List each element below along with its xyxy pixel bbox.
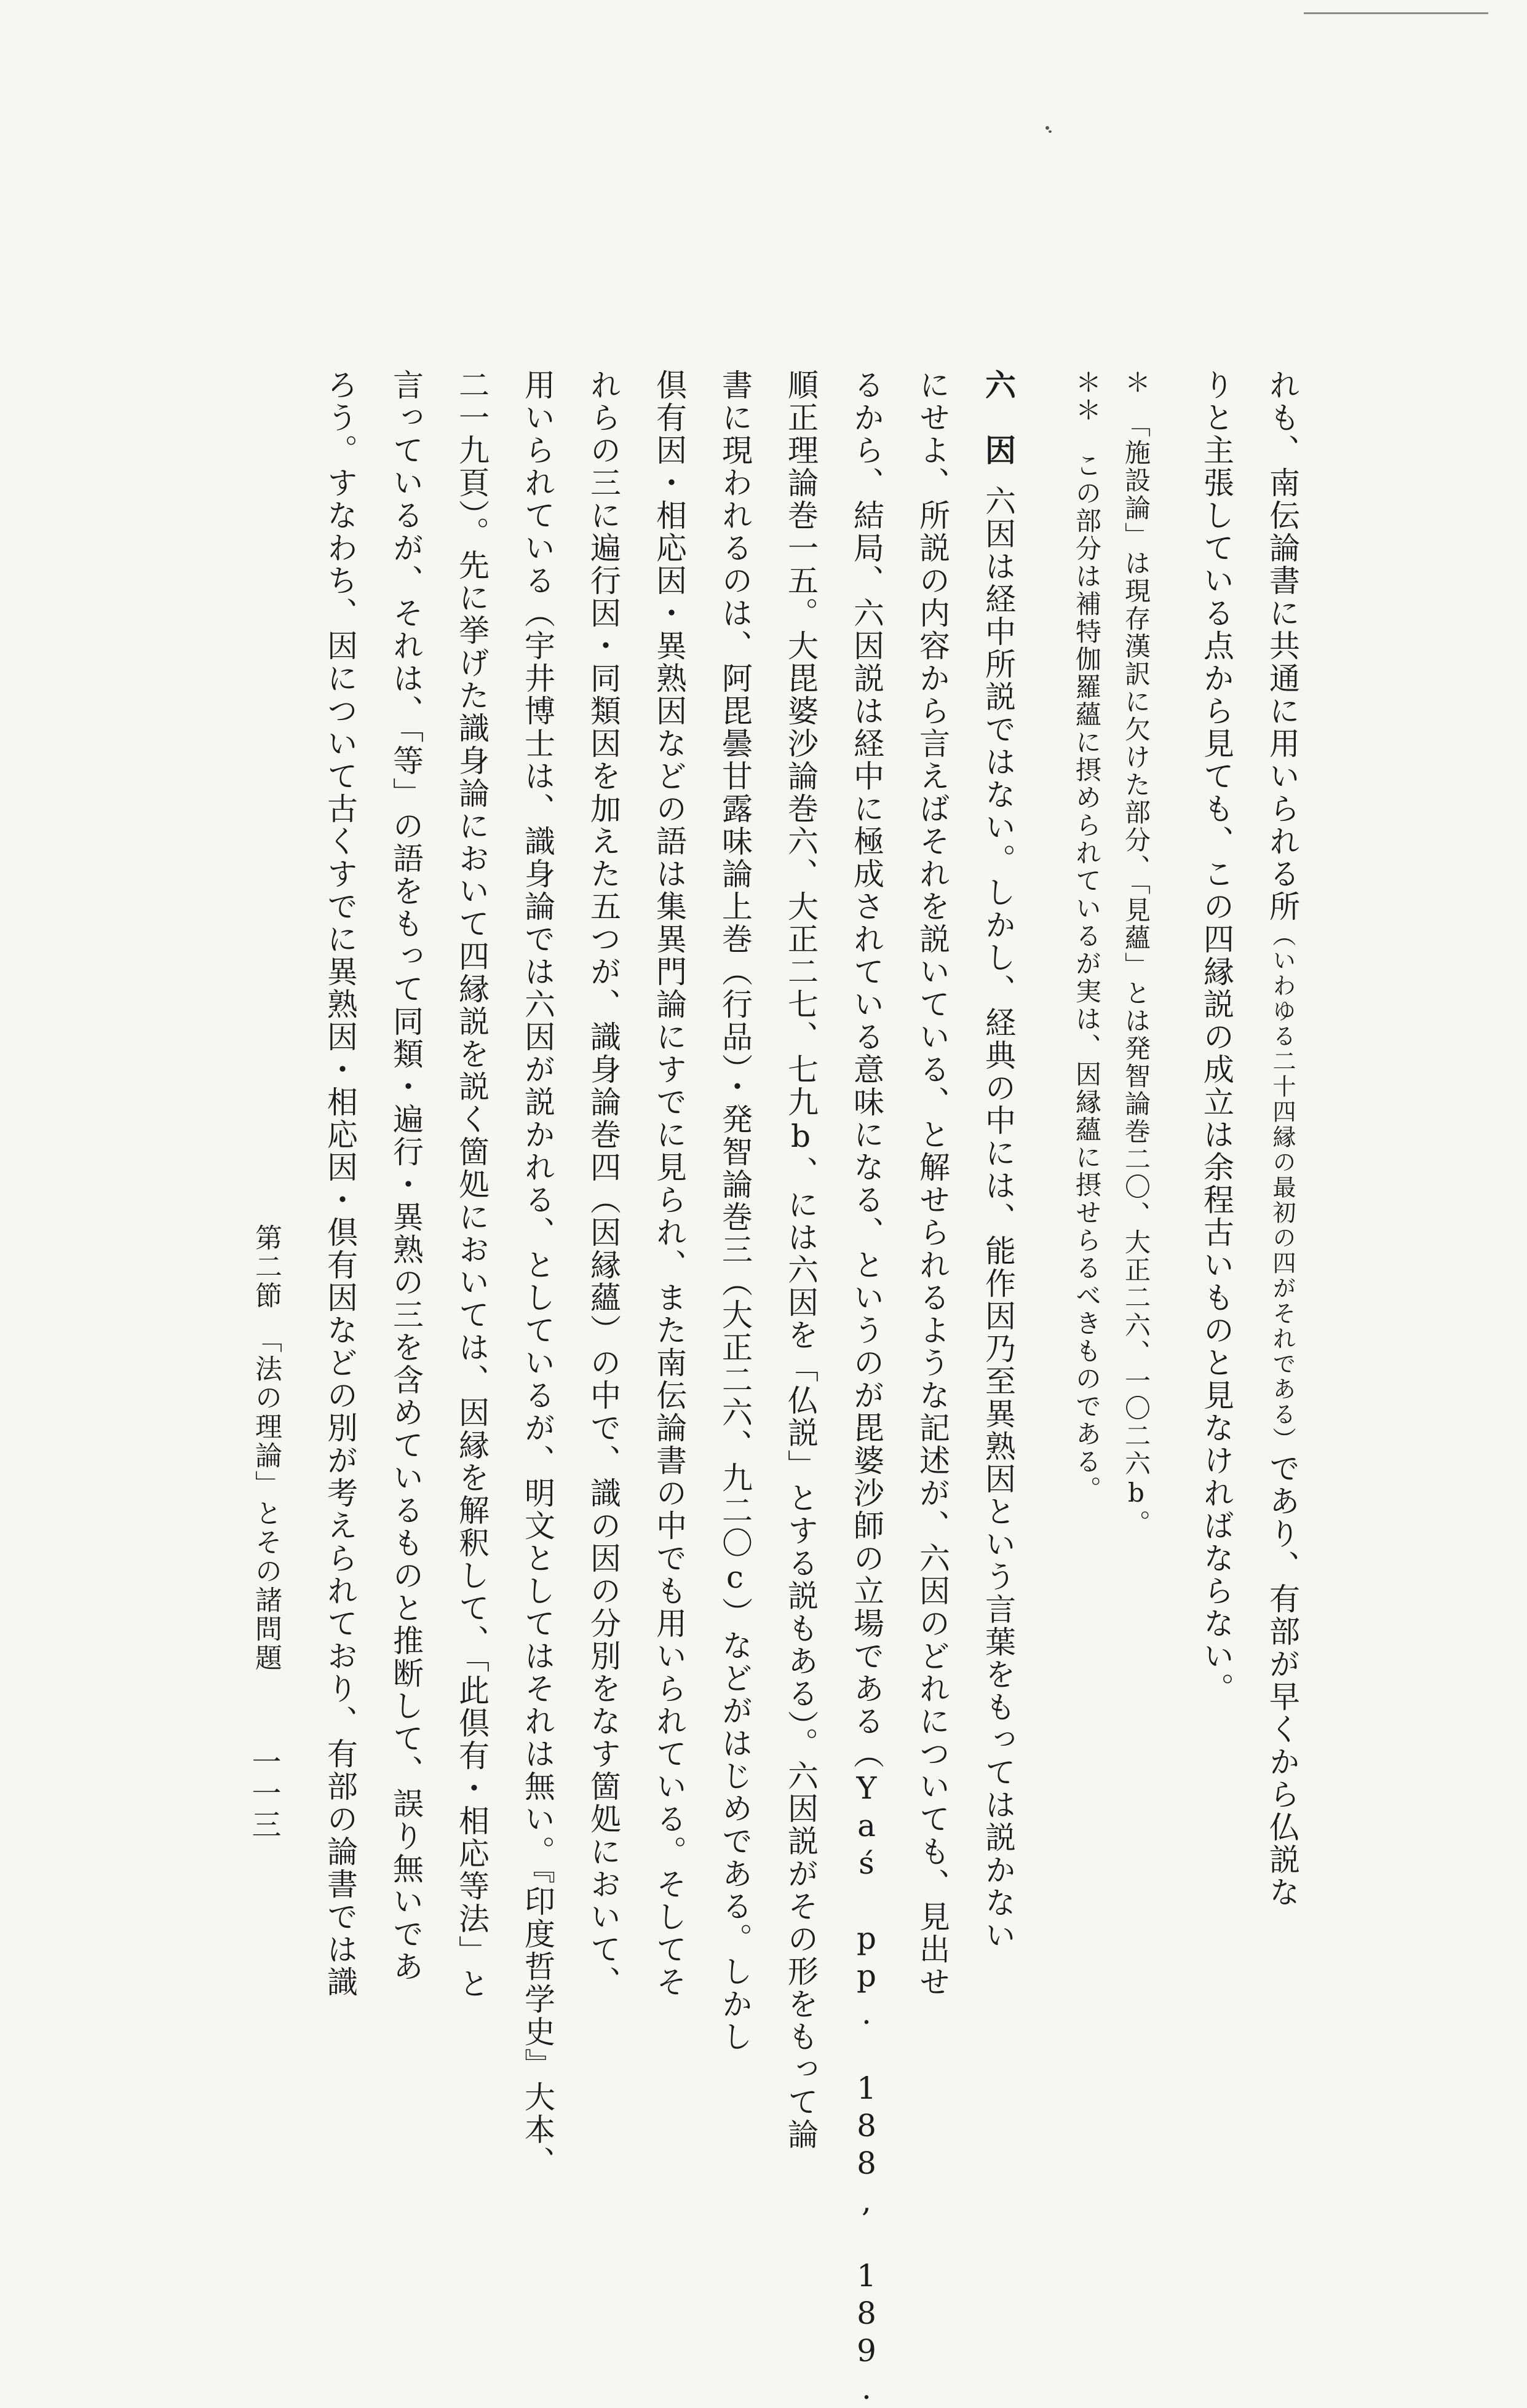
section-line-4: 順正理論巻一五。大毘婆沙論巻六、大正二七、七九b、には六因を「仏説」とする説もある）。六因説がその形をもって論 (783, 369, 819, 2151)
page-number: 一一三 (247, 1746, 281, 1840)
paragraph1-line1 (1264, 369, 1300, 1909)
paragraph1-line1-text-b: であり、有部が早くから仏説な (1264, 1452, 1300, 1909)
section-line-11: ろう。すなわち、因について古くすでに異熟因・相応因・倶有因などの別が考えられており、有部の論書では識 (322, 369, 358, 1998)
section-line-3: るから、結局、六因説は経中に極成されている意味になる、というのが毘婆沙師の立場である（Yaś pp. 188, 189. (849, 369, 884, 2408)
section-line-2: にせよ、所説の内容から言えばそれを説いている、と解せられるような記述が、六因のどれについても、見出せ (914, 369, 950, 1998)
paragraph1-line1-paren: （いわゆる二十四縁の最初の四がそれである） (1269, 923, 1296, 1452)
section-line-8: 用いられている（宇井博士は、識身論では六因が説かれる、としているが、明文としてはそれは無い。『印度哲学史』大本、 (520, 369, 555, 2179)
section-line-1-text: 六因は経中所説ではない。しかし、経典の中には、能作因乃至異熟因という言葉をもっては説かない (980, 485, 1016, 1952)
section-line-5: 書に現われるのは、阿毘曇甘露味論上巻（行品）・発智論巻三（大正二六、九二〇c）などがはじめである。しかし (717, 369, 753, 2053)
section-line-10: 言っているが、それは、「等」の語をもって同類・遍行・異熟の三を含めているものと推断して、誤り無いであ (388, 369, 424, 1983)
section-line-7: れらの三に遍行因・同類因を加えた五つが、識身論巻四（因縁蘊）の中で、識の因の分別をなす箇処において、 (585, 369, 621, 1998)
paragraph1-line2: りと主張している点から見ても、この四縁説の成立は余程古いものと見なければならない。 (1199, 369, 1234, 1705)
section-line-6: 倶有因・相応因・異熟因などの語は集異門論にすでに見られ、また南伝論書の中でも用いられている。そしてそ (651, 369, 687, 1998)
paragraph1-line1-text-a: れも、南伝論書に共通に用いられる所 (1264, 369, 1300, 923)
scan-speck (1049, 130, 1052, 133)
footnote-1: ＊ 「施設論」は現存漢訳に欠けた部分、「見蘊」とは発智論巻二〇、大正二六、一〇二六b。 (1121, 369, 1151, 1537)
scan-speck (1045, 126, 1049, 130)
footnote-2: ＊＊ この部分は補特伽羅蘊に摂められているが実は、因縁蘊に摂せらるべきものである。 (1072, 369, 1102, 1503)
top-rule (1304, 12, 1488, 14)
section-line-1 (980, 369, 1017, 1952)
section-line-9: 二一九頁）。先に挙げた識身論において四縁説を説く箇処においては、因縁を解釈して、「此倶有・相応等法」と (454, 369, 490, 2000)
running-head: 第二節 「法の理論」とその諸問題 (250, 1224, 282, 1673)
section-heading: 六 因 (980, 369, 1017, 467)
